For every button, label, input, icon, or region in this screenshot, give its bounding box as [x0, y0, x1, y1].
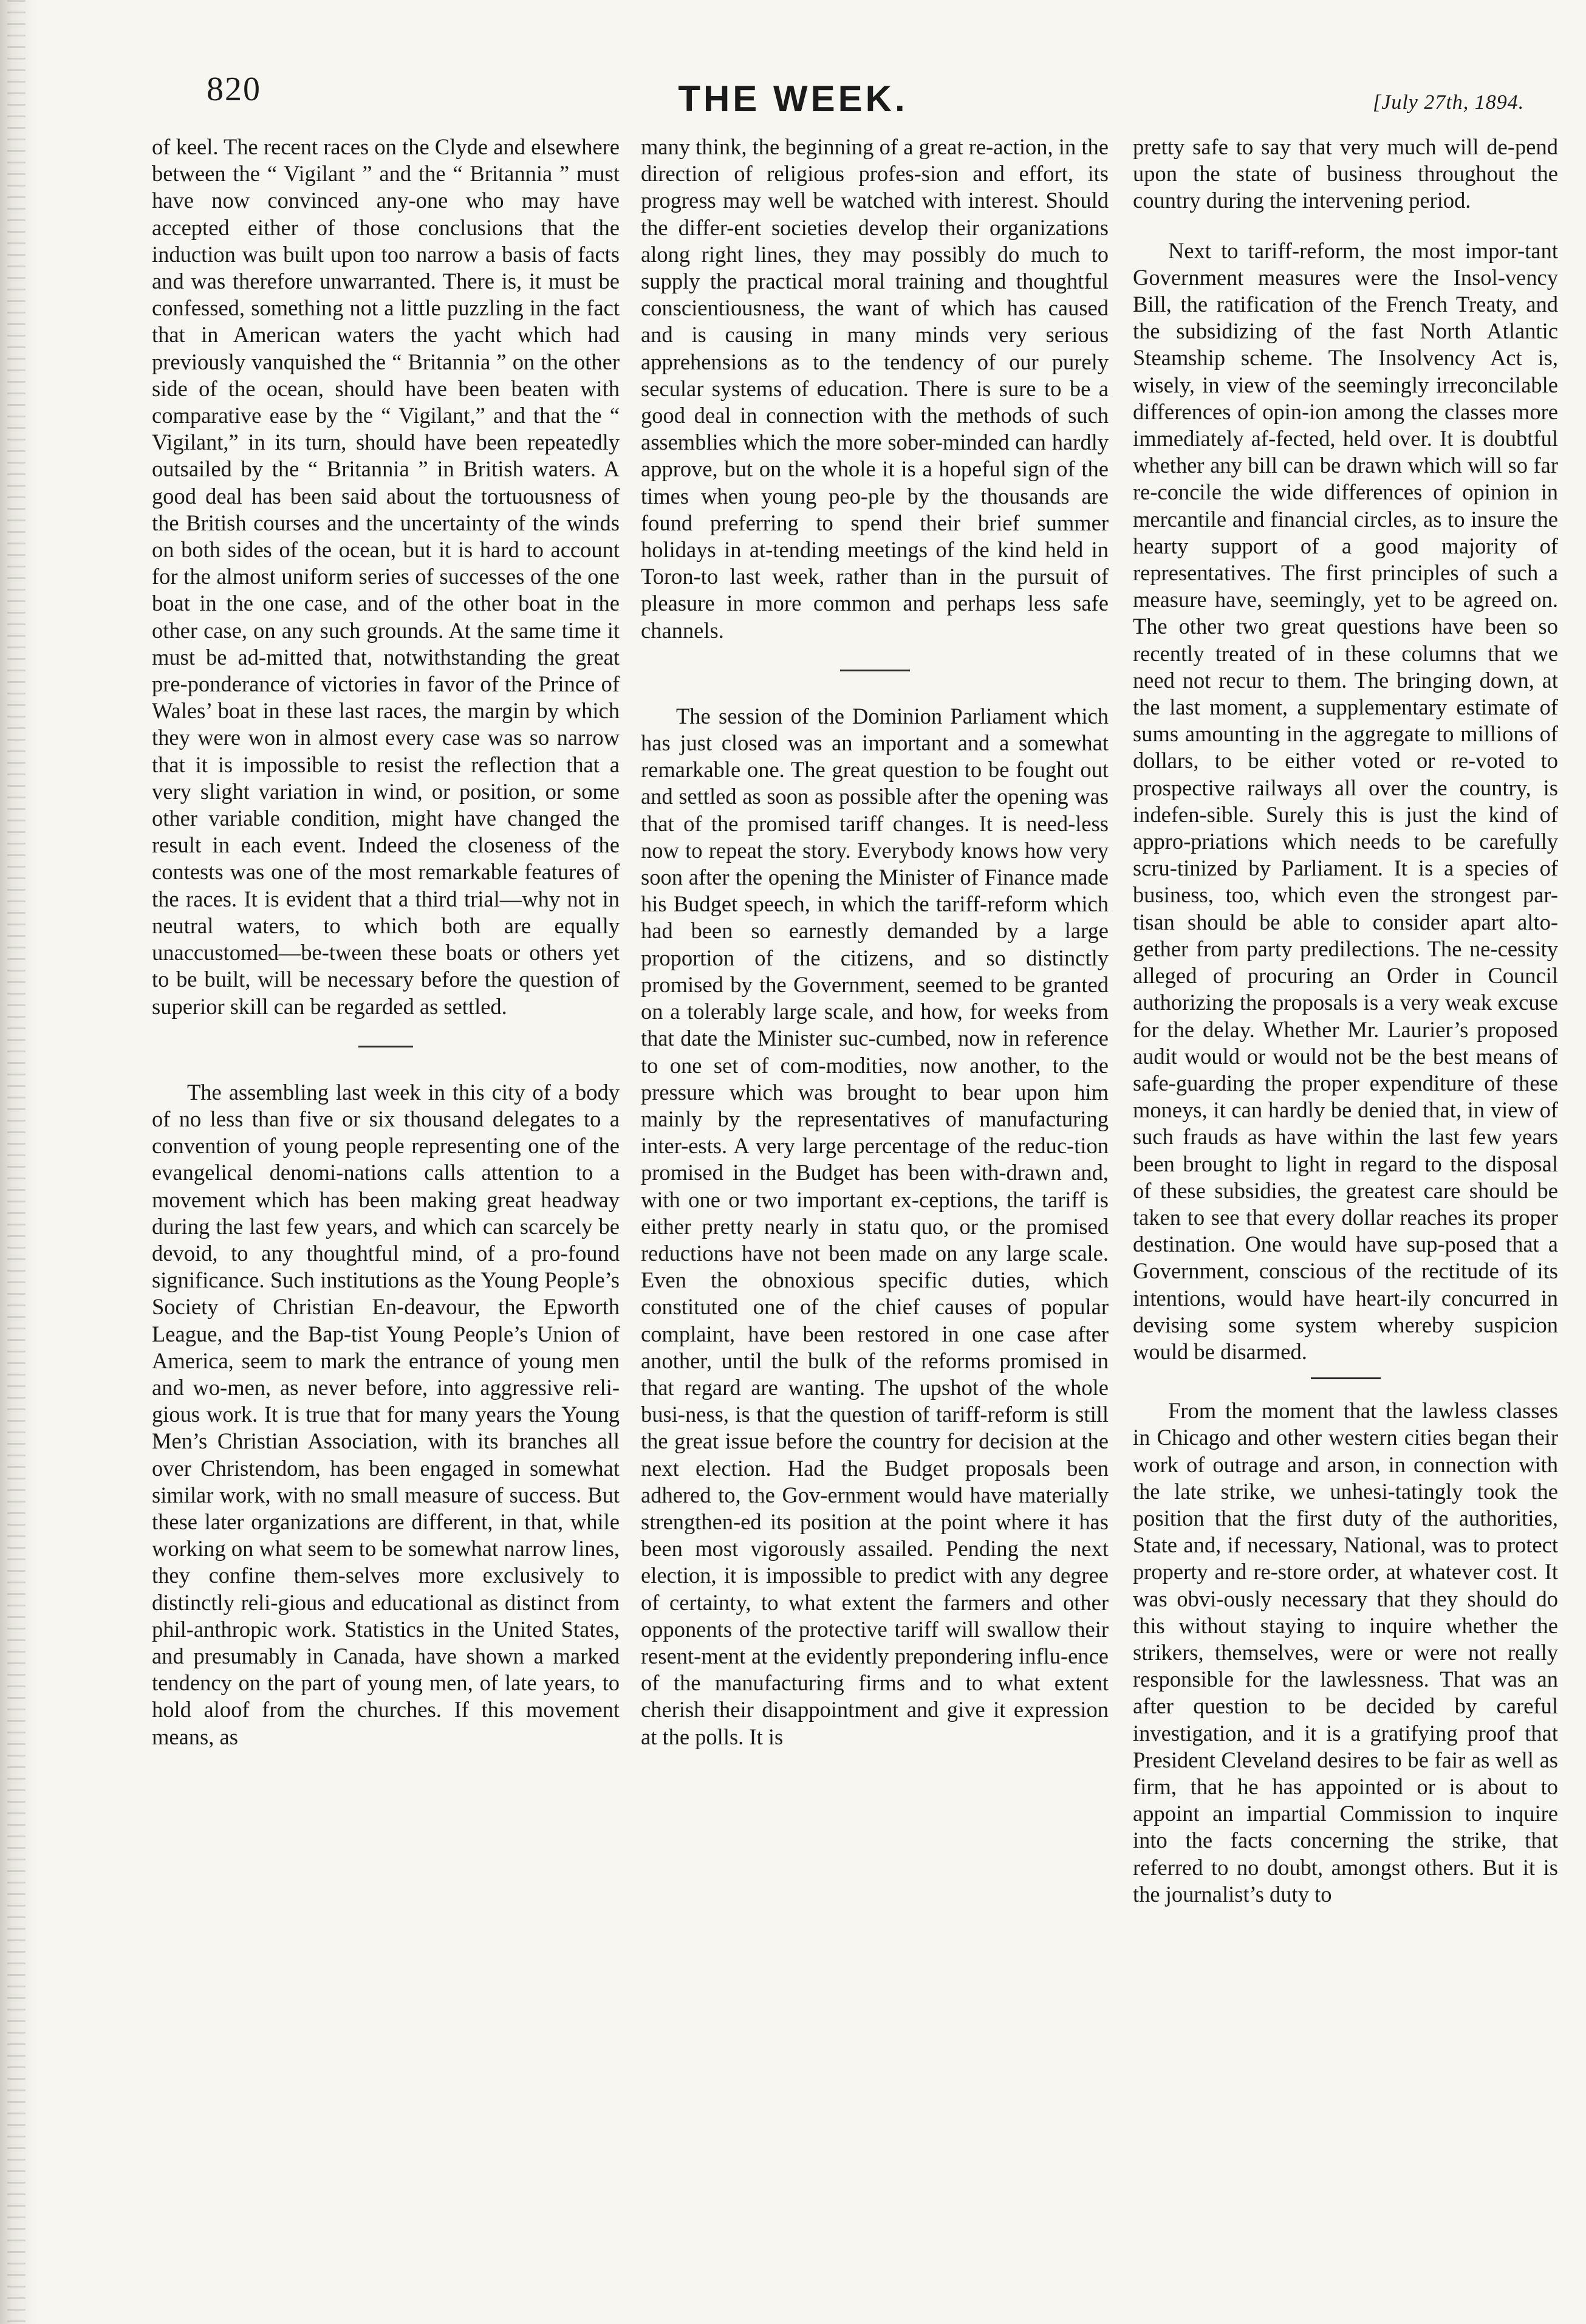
article-paragraph: pretty safe to say that very much will de-pend upon the state of business throughout the country during the intervening period. [1133, 134, 1558, 213]
page-number: 820 [207, 70, 261, 108]
section-divider [1311, 1377, 1381, 1379]
binding-gutter [0, 0, 36, 2324]
column-3 [1133, 134, 1558, 2303]
article-paragraph: The session of the Dominion Parliament which has just closed was an important and a somewhat remarkable one. The great question to be fought out and settled as soon as possible after the opening was that of the promised tariff changes. It is need-less now to repeat the story. Everybody knows how very soon after the opening the Minister of Finance made his Budget speech, in which the tariff-reform which had been so earnestly demanded by a large proportion of the citizens, and so distinctly promised by the Government, seemed to be granted on a tolerably large scale, and how, for weeks from that date the Minister suc-cumbed, now in reference to one set of com-modities, now another, to the pressure which was brought to bear upon him mainly by the representatives of manufacturing inter-ests. A very large percentage of the reduc-tion promised in the Budget has been with-drawn and, with one or two important ex-ceptions, the tariff is either pretty nearly in statu quo, or the promised reductions have not been made on any large scale. Even the obnoxious specific duties, which constituted one of the chief causes of popular complaint, have been restored in one case after another, until the bulk of the reforms promised in that regard are wanting. The upshot of the whole busi-ness, is that the question of tariff-reform is still the great issue before the country for decision at the next election. Had the Budget proposals been adhered to, the Gov-ernment would have materially strengthen-ed its position at the point where it has been most vigorously assailed. Pending the next election, it is impossible to predict with any degree of certainty, to what extent the farmers and other opponents of the protective tariff will swallow their resent-ment at the evidently prepondering influ-ence of the manufacturing firms and to what extent cherish their disappointment and give it expression at the polls. It is [641, 703, 1109, 1749]
column-2 [641, 134, 1109, 2303]
column-1 [152, 134, 620, 2303]
section-divider [840, 670, 910, 671]
article-paragraph: The assembling last week in this city of a body of no less than five or six thousand delegates to a convention of young people representing one of the evangelical denomi-nations calls attention to a movement which has been making great headway during the last few years, and which can scarcely be devoid, to any thoughtful mind, of a pro-found significance. Such institutions as the Young People’s Society of Christian En-deavour, the Epworth League, and the Bap-tist Young People’s Union of America, seem to mark the entrance of young men and wo-men, as never before, into aggressive reli-gious work. It is true that for many years the Young Men’s Christian Association, with its branches all over Christendom, has been engaged in somewhat similar work, with no small measure of success. But these later organizations are different, in that, while working on what seem to be somewhat narrow lines, they confine them-selves more exclusively to distinctly reli-gious and educational as distinct from phil-anthropic work. Statistics in the United States, and presumably in Canada, have shown a marked tendency on the part of young men, of late years, to hold aloof from the churches. If this movement means, as [152, 1079, 620, 1749]
section-divider [358, 1046, 413, 1047]
gutter-shadow [7, 0, 26, 2324]
article-paragraph: of keel. The recent races on the Clyde and elsewhere between the “ Vigilant ” and the “ Britannia ” must have now convinced any-one who may have accepted either of those conclusions that the induction was built upon too narrow a basis of facts and was therefore unwarranted. There is, it must be confessed, something not a little puzzling in the fact that in American waters the yacht which had previously vanquished the “ Britannia ” on the other side of the ocean, should have been beaten with comparative ease by the “ Vigilant,” and that the “ Vigilant,” in its turn, should have been repeatedly outsailed by the “ Britannia ” in British waters. A good deal has been said about the tortuousness of the British courses and the uncertainty of the winds on both sides of the ocean, but it is hard to account for the almost uniform series of successes of the one boat in the one case, and of the other boat in the other case, on any such grounds. At the same time it must be ad-mitted that, notwithstanding the great pre-ponderance of victories in favor of the Prince of Wales’ boat in these last races, the margin by which they were won in almost every case was so narrow that it is impossible to resist the reflection that a very slight variation in wind, or position, or some other variable condition, might have changed the result in each event. Indeed the closeness of the contests was one of the most remarkable features of the races. It is evident that a third trial—why not in neutral waters, to which both are equally unaccustomed—be-tween these boats or others yet to be built, will be necessary before the question of superior skill can be regarded as settled. [152, 134, 620, 1019]
article-paragraph: many think, the beginning of a great re-action, in the direction of religious profes-sion and effort, its progress may well be watched with interest. Should the differ-ent societies develop their organizations along right lines, they may possibly do much to supply the practical moral training and thoughtful conscientiousness, the want of which has caused and is causing in many minds very serious apprehensions as to the tendency of our purely secular systems of education. There is sure to be a good deal in connection with the methods of such assemblies which the more sober-minded can hardly approve, but on the whole it is a hopeful sign of the times when young peo-ple by the thousands are found preferring to spend their brief summer holidays in at-tending meetings of the kind held in Toron-to last week, rather than in the pursuit of pleasure in more common and perhaps less safe channels. [641, 134, 1109, 643]
issue-date: [July 27th, 1894. [1373, 91, 1525, 114]
article-paragraph: Next to tariff-reform, the most impor-tant Government measures were the Insol-vency Bill, the ratification of the French Treaty, and the subsidizing of the fast North Atlantic Steamship scheme. The Insolvency Act is, wisely, in view of the seemingly irreconcilable differences of opin-ion among the classes more immediately af-fected, held over. It is doubtful whether any bill can be drawn which will so far re-concile the wide differences of opinion in mercantile and financial circles, as to insure the hearty support of a good majority of representatives. The first principles of such a measure have, seemingly, yet to be agreed on. The other two great questions have been so recently treated of in these columns that we need not recur to them. The bringing down, at the last moment, a supplementary estimate of sums amounting in the aggregate to millions of dollars, to be either voted or re-voted to prospective railways all over the country, is indefen-sible. Surely this is just the kind of appro-priations which needs to be carefully scru-tinized by Parliament. It is a species of business, too, which even the strongest par-tisan should be able to consider apart alto-gether from party predilections. The ne-cessity alleged of procuring an Order in Council authorizing the proposals is a very weak excuse for the delay. Whether Mr. Laurier’s proposed audit would or would not be the best means of safe-guarding the proper expenditure of these moneys, it can hardly be denied that, in view of such frauds as have within the last few years been brought to light in regard to the disposal of these subsidies, the greatest care should be taken to see that every dollar reaches its proper destination. One would have sup-posed that a Government, conscious of the rectitude of its intentions, would have heart-ily concurred in devising some system whereby suspicion would be disarmed. [1133, 238, 1558, 1364]
running-title: THE WEEK. [678, 78, 908, 119]
article-paragraph: From the moment that the lawless classes in Chicago and other western cities began their work of outrage and arson, in connection with the late strike, we unhesi-tatingly took the position that the first duty of the authorities, State and, if necessary, National, was to protect property and re-store order, at whatever cost. It was obvi-ously necessary that they should do this without staying to inquire whether the strikers, themselves, were or were not really responsible for the lawlessness. That was an after question to be decided by careful investigation, and it is a gratifying proof that President Cleveland desires to be fair as well as firm, that he has appointed or is about to appoint an impartial Commission to inquire into the facts concerning the strike, that referred to no doubt, amongst others. But it is the journalist’s duty to [1133, 1398, 1558, 1907]
